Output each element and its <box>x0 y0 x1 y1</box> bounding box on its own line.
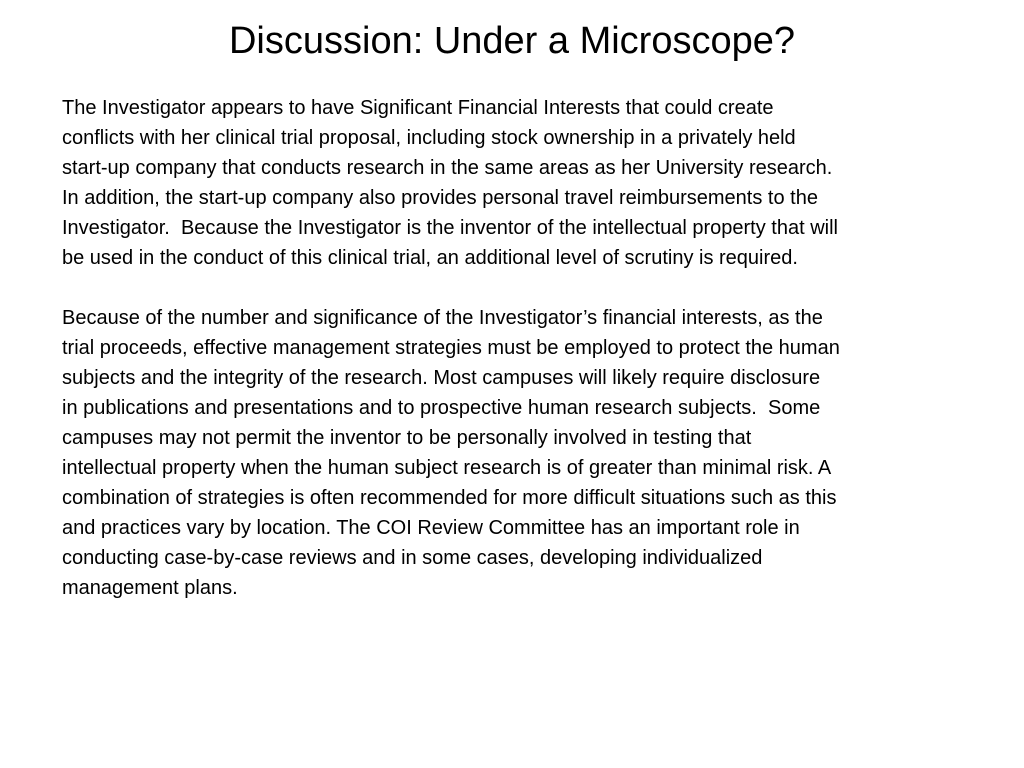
text-line: management plans. <box>62 577 238 599</box>
slide-title: Discussion: Under a Microscope? <box>228 20 795 62</box>
paragraph-investigator-interests <box>62 93 962 273</box>
text-line: In addition, the start-up company also provides personal travel reimbursements to the <box>62 187 818 209</box>
text-line: intellectual property when the human subject research is of greater than minimal risk. A <box>62 457 832 479</box>
text-line: be used in the conduct of this clinical trial, an additional level of scrutiny is required. <box>62 247 798 269</box>
paragraph-spacer <box>62 273 962 303</box>
text-line: campuses may not permit the inventor to be personally involved in testing that <box>62 427 752 449</box>
text-line: conducting case-by-case reviews and in some cases, developing individualized <box>62 547 763 569</box>
text-line: subjects and the integrity of the research. Most campuses will likely require disclosure <box>62 367 821 389</box>
paragraph-management-strategies <box>62 303 962 603</box>
text-line: The Investigator appears to have Significant Financial Interests that could create <box>62 97 774 119</box>
text-line: Investigator. Because the Investigator is the inventor of the intellectual property that will <box>62 217 838 239</box>
text-line: start-up company that conducts research in the same areas as her University research. <box>62 157 833 179</box>
text-line: and practices vary by location. The COI Review Committee has an important role in <box>62 517 800 539</box>
text-line: trial proceeds, effective management strategies must be employed to protect the human <box>62 337 840 359</box>
text-line: Because of the number and significance of the Investigator’s financial interests, as the <box>62 307 823 329</box>
slide-body <box>62 93 962 603</box>
text-line: conflicts with her clinical trial proposal, including stock ownership in a privately held <box>62 127 796 149</box>
text-line: in publications and presentations and to prospective human research subjects. Some <box>62 397 821 419</box>
text-line: combination of strategies is often recommended for more difficult situations such as this <box>62 487 837 509</box>
